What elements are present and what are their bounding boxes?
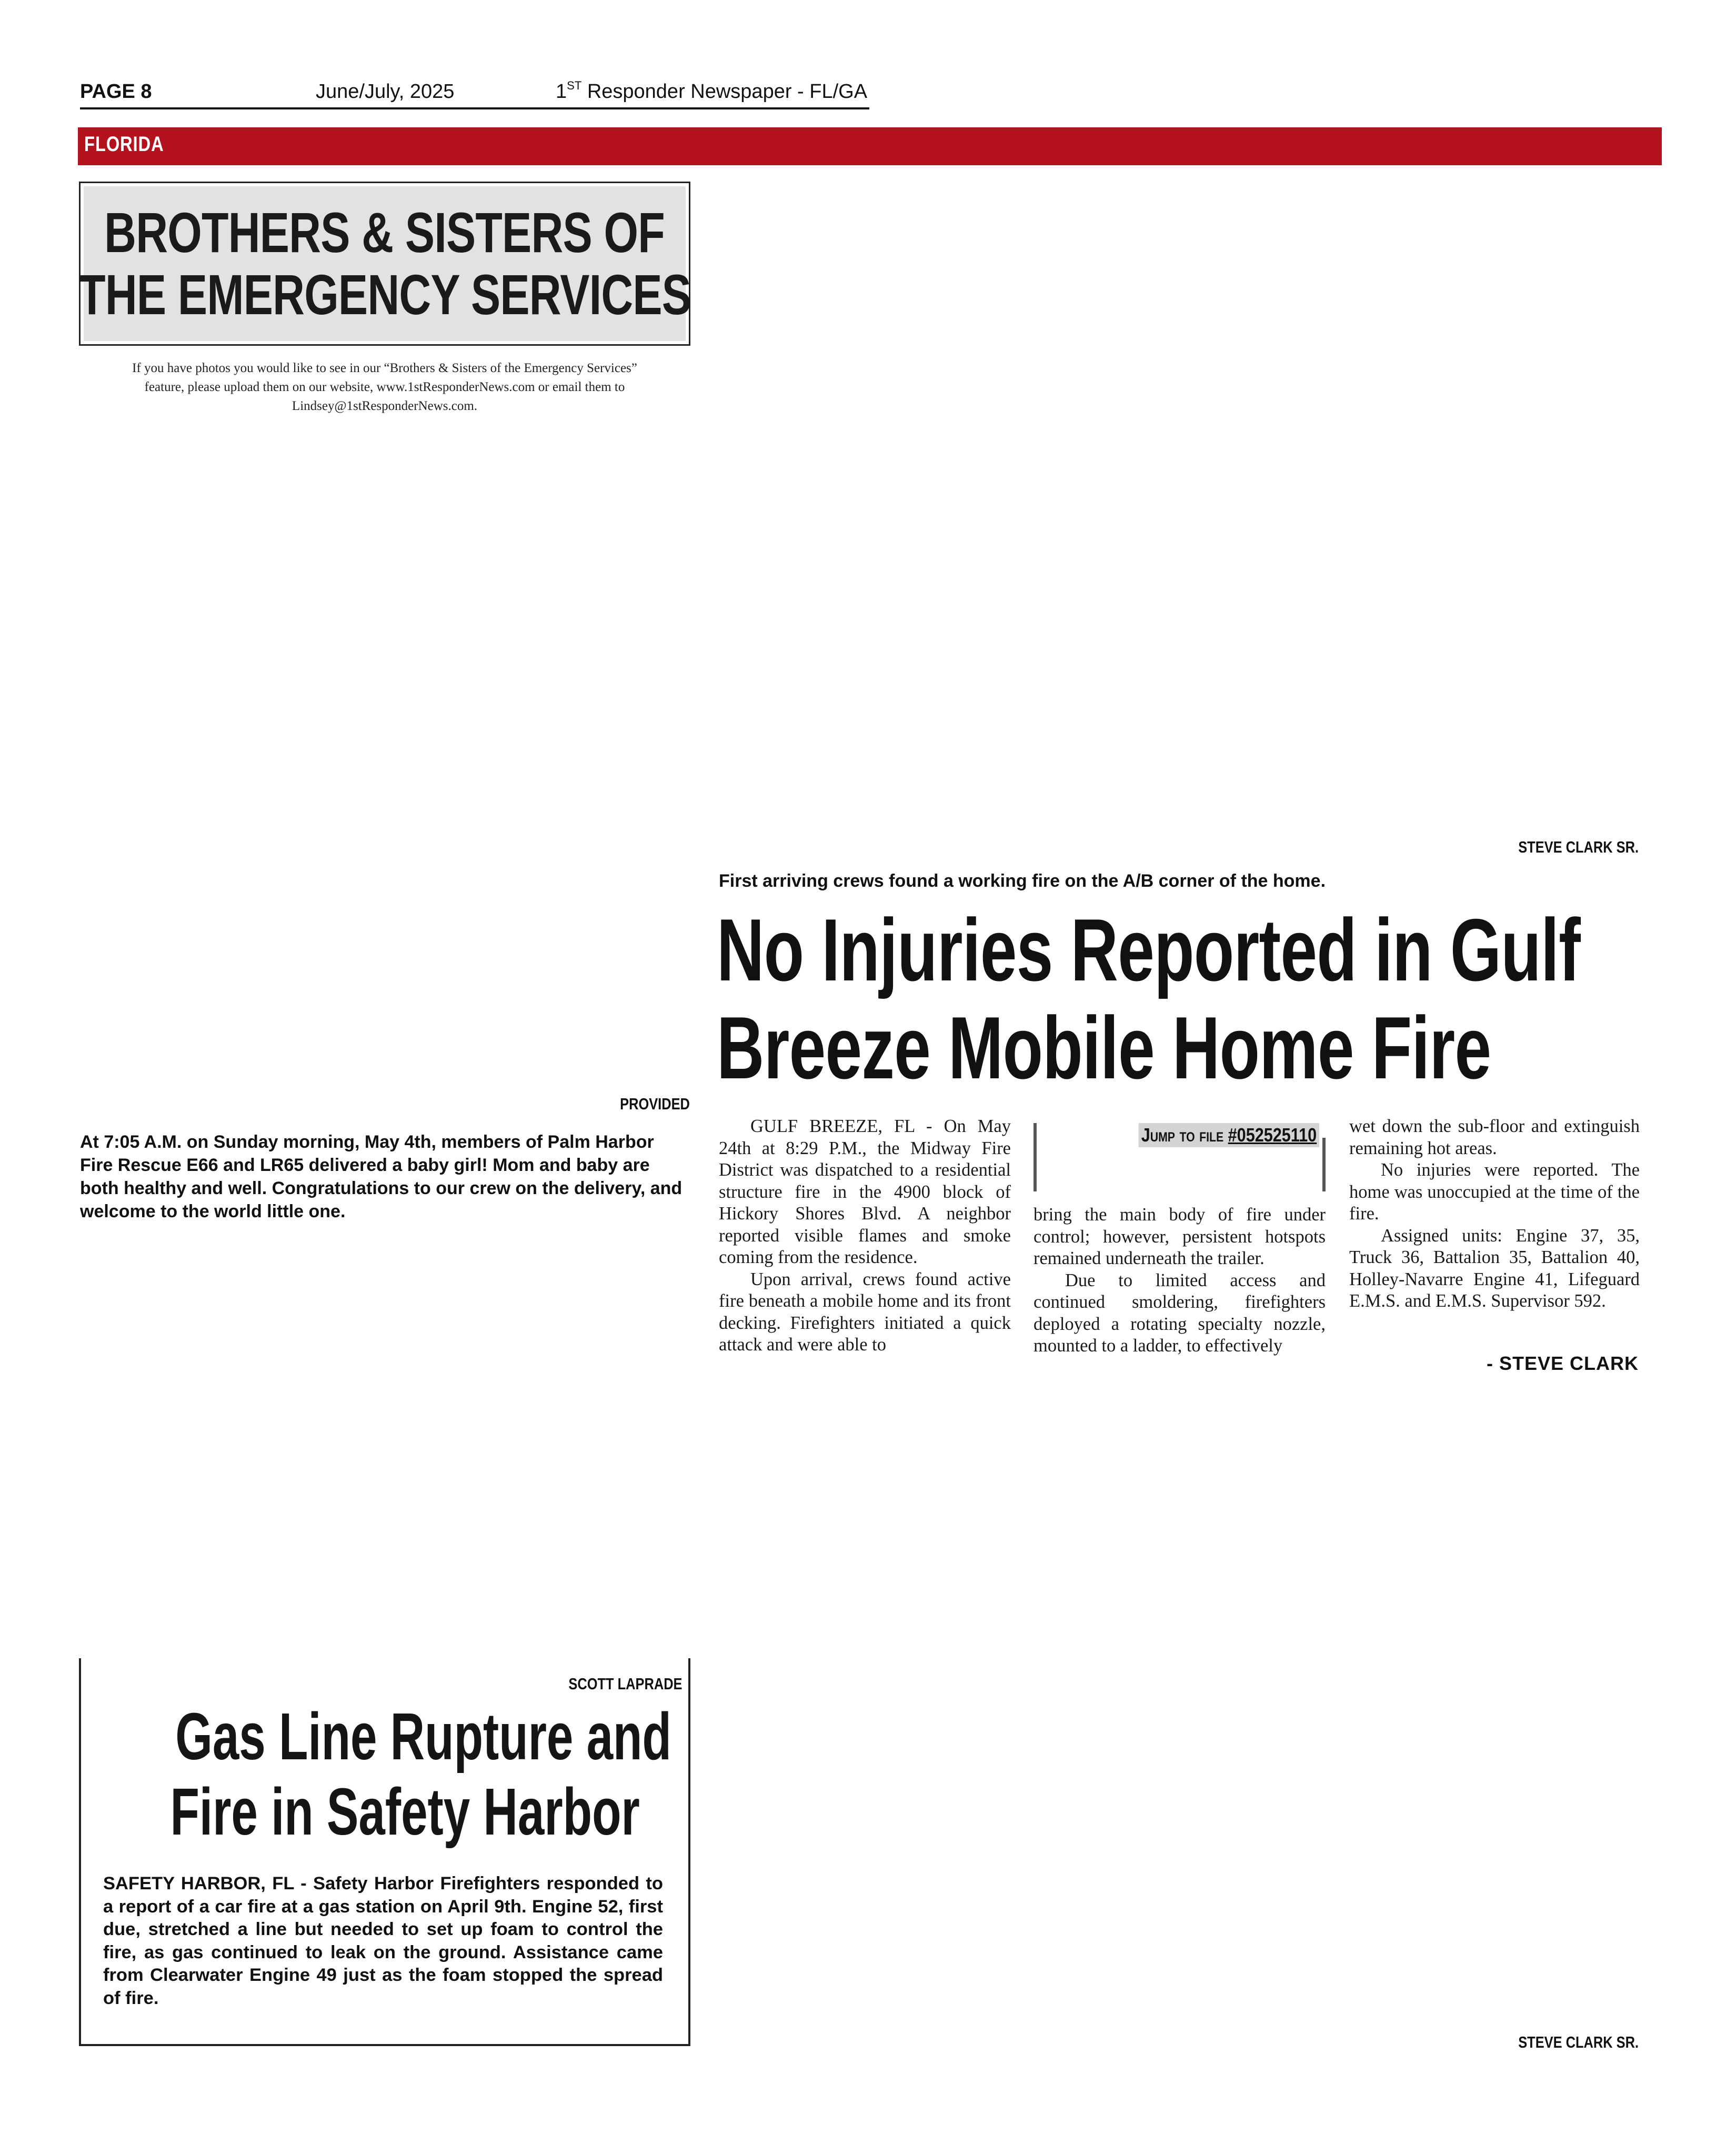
feature-note-line2: feature, please upload them on our website, www.1stResponderNews.com or email them to bbox=[144, 380, 625, 394]
gas-line-headline-line1: Gas Line Rupture and bbox=[175, 1699, 671, 1774]
article-paragraph: Due to limited access and continued smoldering, firefighters deployed a rotating specialty nozzle, mounted to a ladder, to effectively bbox=[1033, 1270, 1326, 1356]
gas-line-story-body: SAFETY HARBOR, FL - Safety Harbor Firefighters responded to a report of a car fire at a gas station on April 9th. Engine 52, first due, stretched a line but needed to set up foam to control the fire, as gas continued to leak on the ground. Assistance came from Clearwater Engine 49 just as the foam stopped the spread of fire. bbox=[103, 1874, 663, 2008]
gas-line-headline-line2: Fire in Safety Harbor bbox=[170, 1775, 640, 1849]
gulf-breeze-headline-line1: No Injuries Reported in Gulf bbox=[717, 900, 1581, 999]
article-column-3 bbox=[1349, 1116, 1640, 1313]
issue-date: June/July, 2025 bbox=[316, 81, 455, 103]
article-column-2 bbox=[1033, 1204, 1326, 1357]
feature-title-panel bbox=[78, 186, 691, 341]
newspaper-name-superscript: ST bbox=[567, 79, 582, 92]
photo-credit-provided: PROVIDED bbox=[620, 1095, 690, 1113]
article-paragraph: No injuries were reported. The home was unoccupied at the time of the fire. bbox=[1349, 1160, 1640, 1224]
gulf-breeze-photo-caption: First arriving crews found a working fire on the A/B corner of the home. bbox=[719, 871, 1326, 891]
article-paragraph: wet down the sub-floor and extinguish remaining hot areas. bbox=[1349, 1116, 1640, 1158]
newspaper-name bbox=[556, 80, 867, 103]
newspaper-name-prefix: 1 bbox=[556, 81, 567, 103]
newspaper-name-rest: Responder Newspaper - FL/GA bbox=[581, 81, 868, 103]
photo-credit-gas-line: SCOTT LAPRADE bbox=[568, 1675, 682, 1693]
gulf-breeze-headline-line2: Breeze Mobile Home Fire bbox=[717, 998, 1491, 1097]
photo-credit-bottom: STEVE CLARK SR. bbox=[1518, 2033, 1639, 2051]
feature-note-line3: Lindsey@1stResponderNews.com. bbox=[292, 399, 478, 413]
article-paragraph: GULF BREEZE, FL - On May 24th at 8:29 P.M., the Midway Fire District was dispatched to a residential structure fire in the 4900 block of Hickory Shores Blvd. A neighbor reported visible flames and smoke coming from the residence. bbox=[719, 1116, 1011, 1267]
article-paragraph: Upon arrival, crews found active fire beneath a mobile home and its front decking. Firefighters initiated a quick attack and were able to bbox=[719, 1269, 1011, 1355]
feature-title-box bbox=[79, 182, 690, 346]
baby-story-caption: At 7:05 A.M. on Sunday morning, May 4th, members of Palm Harbor Fire Rescue E66 and LR65 delivered a baby girl! Mom and baby are both healthy and well. Congratulations to our crew on the delivery, and welcome to the world little one. bbox=[80, 1132, 683, 1221]
article-paragraph: Assigned units: Engine 37, 35, Truck 36, Battalion 35, Battalion 40, Holley-Navarre Engine 41, Lifeguard E.M.S. and E.M.S. Supervisor 592. bbox=[1349, 1225, 1640, 1311]
feature-title-line2: THE EMERGENCY SERVICES bbox=[78, 263, 691, 326]
gas-line-headline bbox=[79, 1699, 690, 1849]
jump-to-file-number: #052525110 bbox=[1228, 1124, 1317, 1146]
jump-box-right-bar bbox=[1322, 1138, 1326, 1191]
jump-to-file-label: Jump to file bbox=[1141, 1124, 1223, 1146]
jump-to-file-link[interactable] bbox=[1138, 1123, 1319, 1147]
page-number: PAGE 8 bbox=[80, 81, 152, 103]
jump-to-file-box bbox=[1033, 1123, 1326, 1191]
feature-note bbox=[79, 359, 690, 416]
feature-note-line1: If you have photos you would like to see in our “Brothers & Sisters of the Emergency Services” bbox=[132, 361, 637, 375]
section-label: FLORIDA bbox=[84, 133, 164, 156]
gulf-breeze-headline bbox=[717, 901, 1658, 1097]
header-rule bbox=[80, 107, 869, 109]
feature-title-line1: BROTHERS & SISTERS OF bbox=[104, 201, 665, 264]
article-column-1 bbox=[719, 1116, 1011, 1356]
section-bar bbox=[78, 127, 1662, 165]
photo-credit-gulf-breeze: STEVE CLARK SR. bbox=[1518, 838, 1639, 856]
article-byline: - STEVE CLARK bbox=[1486, 1352, 1639, 1374]
jump-box-left-bar bbox=[1033, 1123, 1037, 1191]
article-paragraph: bring the main body of fire under control; however, persistent hotspots remained underneath the trailer. bbox=[1033, 1205, 1326, 1268]
